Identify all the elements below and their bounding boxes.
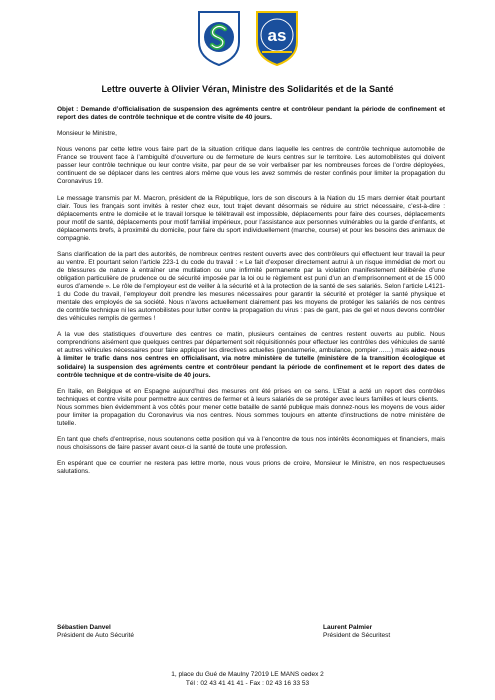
paragraph-message: Le message transmis par M. Macron, président de la République, lors de son discours à la Nation du 15 mars dernier était pourtant clair. Tous les français sont invités à rester chez eux, tout trajet devant désormais se réduire au strict nécessaire, c’est-à-dire : déplacements entre le domicile et le travail lorsque le télétravail est impossible, déplacements pour faire des courses, déplacements pour motif de santé, déplacements pour motif familial impérieux, pour l’assistance aux personnes vulnérables ou la garde d’enfants, et déplacements brefs, à proximité du domicile, pour faire du sport individuellement (marche, course) et pour les besoins des animaux de compagnie. (57, 194, 445, 242)
paragraph-position: En tant que chefs d’entreprise, nous soutenons cette position qui va à l’encontre de tous nos intérêts économiques et financiers, mais nous choisissons de faire passer avant ceux-ci la santé de toute une profession. (57, 435, 445, 451)
logo-bar (0, 8, 495, 68)
letter-object: Objet : Demande d’officialisation de suspension des agréments centre et contrôleur pendant la période de confinement et report des dates de contrôle technique et de contre visite de 40 jours. (57, 106, 445, 122)
paragraph-statistics-request: aidez-nous à limiter le trafic dans nos centres en officialisant, via notre ministère de tutelle (ministère de la transition écologique et solidaire) la suspension des agréments centre et contrôleur pendant la période de confinement et le report des dates de contrôle technique et de contre-visite de 40 jours. (57, 347, 445, 379)
letter-title: Lettre ouverte à Olivier Véran, Ministre des Solidarités et de la Santé (101, 84, 394, 94)
paragraph-statistics-text: A la vue des statistiques d’ouverture des centres ce matin, plusieurs centaines de centres restent ouverts au public. Nous comprendrions aisément que quelques centres par département soit réquisitionnés pour effectuer les contrôles des véhicules de santé et autres véhicules nécessaires pour faire appliquer les directives actuelles (gendarmerie, ambulance, pompier……) mais (57, 331, 445, 355)
footer-address: 1, place du Gué de Maulny 72019 LE MANS cedex 2 (171, 671, 324, 678)
securitest-logo-icon (195, 8, 243, 68)
signatory-name: Sébastien Danvel (57, 624, 111, 631)
letter-salutation: Monsieur le Ministre, (57, 130, 117, 138)
paragraph-europe-line-2: Nous sommes bien évidemment à vos côtés pour mener cette bataille de santé publique mais donnez-nous les moyens de vous aider pour limiter la propagation du Coronavirus via nos centres. Nous sommes toujours en attente d’instructions de notre ministère de tutelle. (57, 403, 445, 427)
paragraph-clarification: Sans clarification de la part des autorités, de nombreux centres restent ouverts avec des contrôleurs qui effectuent leur travail la peur au ventre. Et pourtant selon l’article 223-1 du code du travail : « Le fait d’exposer directement autrui à un risque immédiat de mort ou de blessures de nature à entraîner une mutilation ou une infirmité permanente par la violation manifestement délibérée d’une obligation particulière de prudence ou de sécurité imposée par la loi ou le règlement est puni d’un an d’emprisonnement et de 15 000 euros d’amende ». Le rôle de l’employeur est de veiller à la sécurité et à la protection de la santé de ses salariés. Selon l’article L4121-1 du Code du travail, l’employeur doit prendre les mesures nécessaires pour garantir la sécurité et protéger la santé physique et mentale des employés de sa société. Nous n’avons actuellement clairement pas les moyens de protéger les salariés de nos centres de contrôle technique ni les automobilistes pour lutter contre la propagation du virus : pas de gant, pas de gel et nous devons contrôler des véhicules remplis de germes ! (57, 250, 445, 323)
signatory-name: Laurent Palmier (323, 624, 373, 631)
paragraph-situation: Nous venons par cette lettre vous faire part de la situation critique dans laquelle les centres de contrôle technique automobile de France se trouvent face à l’ambiguïté d’ouverture ou de fermeture de leurs centres sur le territoire. Les automobilistes qui doivent passer leur contrôle technique ou leur contre visite, par peur de se voir verbaliser par les nombreuses forces de l’ordre déployées, continuent de se déplacer dans les centres alors même que vous les avez sommés de rester confinés pour limiter la propagation du Coronavirus 19. (57, 146, 445, 186)
paragraph-europe (57, 388, 445, 428)
paragraph-statistics (57, 331, 445, 379)
letter-body (57, 106, 445, 484)
svg-text:as: as (267, 26, 287, 45)
signature-right (323, 624, 390, 640)
signatory-role: Président de Auto Sécurité (57, 632, 134, 640)
autosecurite-logo-icon (253, 8, 301, 68)
letter-footer (0, 670, 495, 688)
signatory-role: Président de Sécuritest (323, 632, 391, 640)
footer-phone: Tél : 02 43 41 41 41 - Fax : 02 43 16 33 53 (185, 680, 310, 687)
paragraph-europe-line-1: En Italie, en Belgique et en Espagne aujourd’hui des mesures ont été prises en ce sens. L’Etat a acté un report des contrôles techniques et contre visite pour permettre aux centres de fermer et à leurs salariés de se protéger avec leurs familles et leurs clients. (57, 387, 445, 403)
signature-left (57, 624, 134, 640)
paragraph-closing: En espérant que ce courrier ne restera pas lettre morte, nous vous prions de croire, Monsieur le Ministre, en nos respectueuses salutations. (57, 460, 445, 476)
